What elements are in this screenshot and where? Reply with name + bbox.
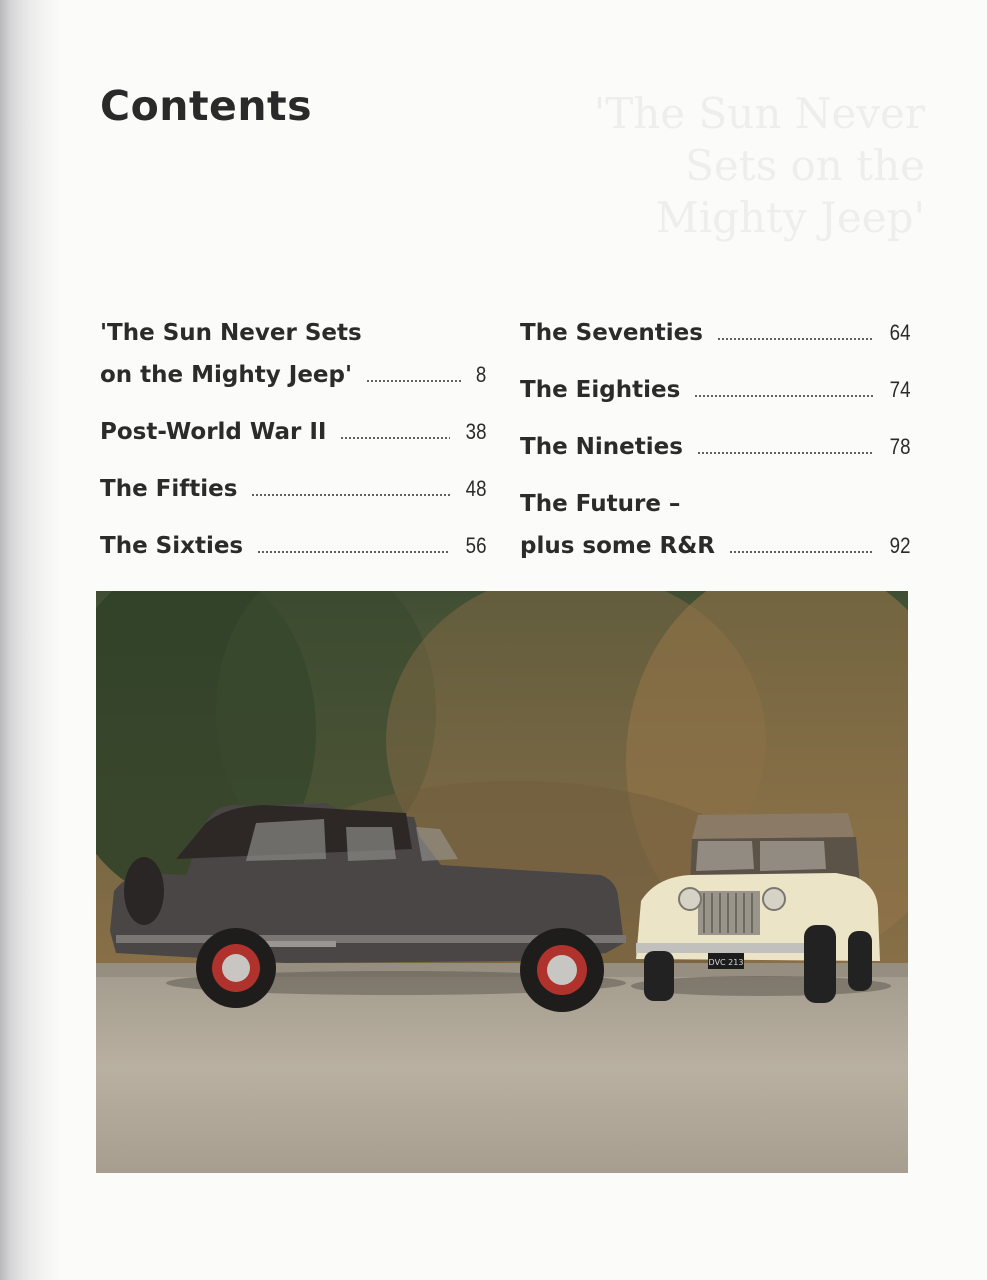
toc-column-left bbox=[100, 312, 486, 567]
dot-leader bbox=[729, 551, 874, 553]
toc-entry-line: 'The Sun Never Sets bbox=[100, 320, 362, 346]
toc-page-number: 48 bbox=[465, 476, 486, 501]
toc-entry[interactable] bbox=[520, 426, 910, 468]
toc-entry-line: Post-World War II bbox=[100, 419, 327, 445]
dot-leader bbox=[257, 551, 449, 553]
toc-page-number: 38 bbox=[465, 419, 486, 444]
dot-leader bbox=[717, 338, 874, 340]
dot-leader bbox=[697, 452, 874, 454]
license-plate-text: DVC 213 bbox=[708, 958, 744, 967]
toc-entry-line: The Nineties bbox=[520, 434, 683, 460]
toc-page-number: 74 bbox=[889, 377, 910, 402]
dot-leader bbox=[366, 380, 462, 382]
dot-leader bbox=[251, 494, 449, 496]
toc-entry-line: plus some R&R bbox=[520, 533, 715, 559]
dot-leader bbox=[340, 437, 449, 439]
toc-entry[interactable] bbox=[520, 483, 910, 567]
dot-leader bbox=[694, 395, 873, 397]
jeepster-photo bbox=[96, 591, 908, 1173]
toc-entry-line: The Eighties bbox=[520, 377, 681, 403]
toc-entry-line: The Sixties bbox=[100, 533, 244, 559]
toc-page-number: 8 bbox=[475, 362, 486, 387]
book-spine-shadow bbox=[0, 0, 60, 1280]
wheel bbox=[644, 951, 674, 1001]
toc-entry[interactable] bbox=[520, 312, 910, 354]
toc-entry[interactable] bbox=[100, 312, 486, 396]
toc-entry[interactable] bbox=[100, 411, 486, 453]
wheel bbox=[804, 925, 836, 1003]
toc-entry-line: on the Mighty Jeep' bbox=[100, 362, 353, 388]
toc-entry-line: The Seventies bbox=[520, 320, 703, 346]
toc-page-number: 92 bbox=[889, 533, 910, 558]
toc-entry[interactable] bbox=[520, 369, 910, 411]
toc-entry-line: The Fifties bbox=[100, 476, 238, 502]
toc-page-number: 64 bbox=[889, 320, 910, 345]
wheel bbox=[848, 931, 872, 991]
show-through-text: 'The Sun Never Sets on the Mighty Jeep' bbox=[593, 89, 925, 242]
toc-entry-line: The Future – bbox=[520, 491, 681, 517]
page-title: Contents bbox=[100, 82, 313, 130]
toc-page-number: 78 bbox=[889, 434, 910, 459]
jeepster-illustration bbox=[96, 591, 908, 1173]
toc-page-number: 56 bbox=[465, 533, 486, 558]
toc-entry[interactable] bbox=[100, 525, 486, 567]
toc-entry[interactable] bbox=[100, 468, 486, 510]
toc-column-right bbox=[520, 312, 910, 567]
